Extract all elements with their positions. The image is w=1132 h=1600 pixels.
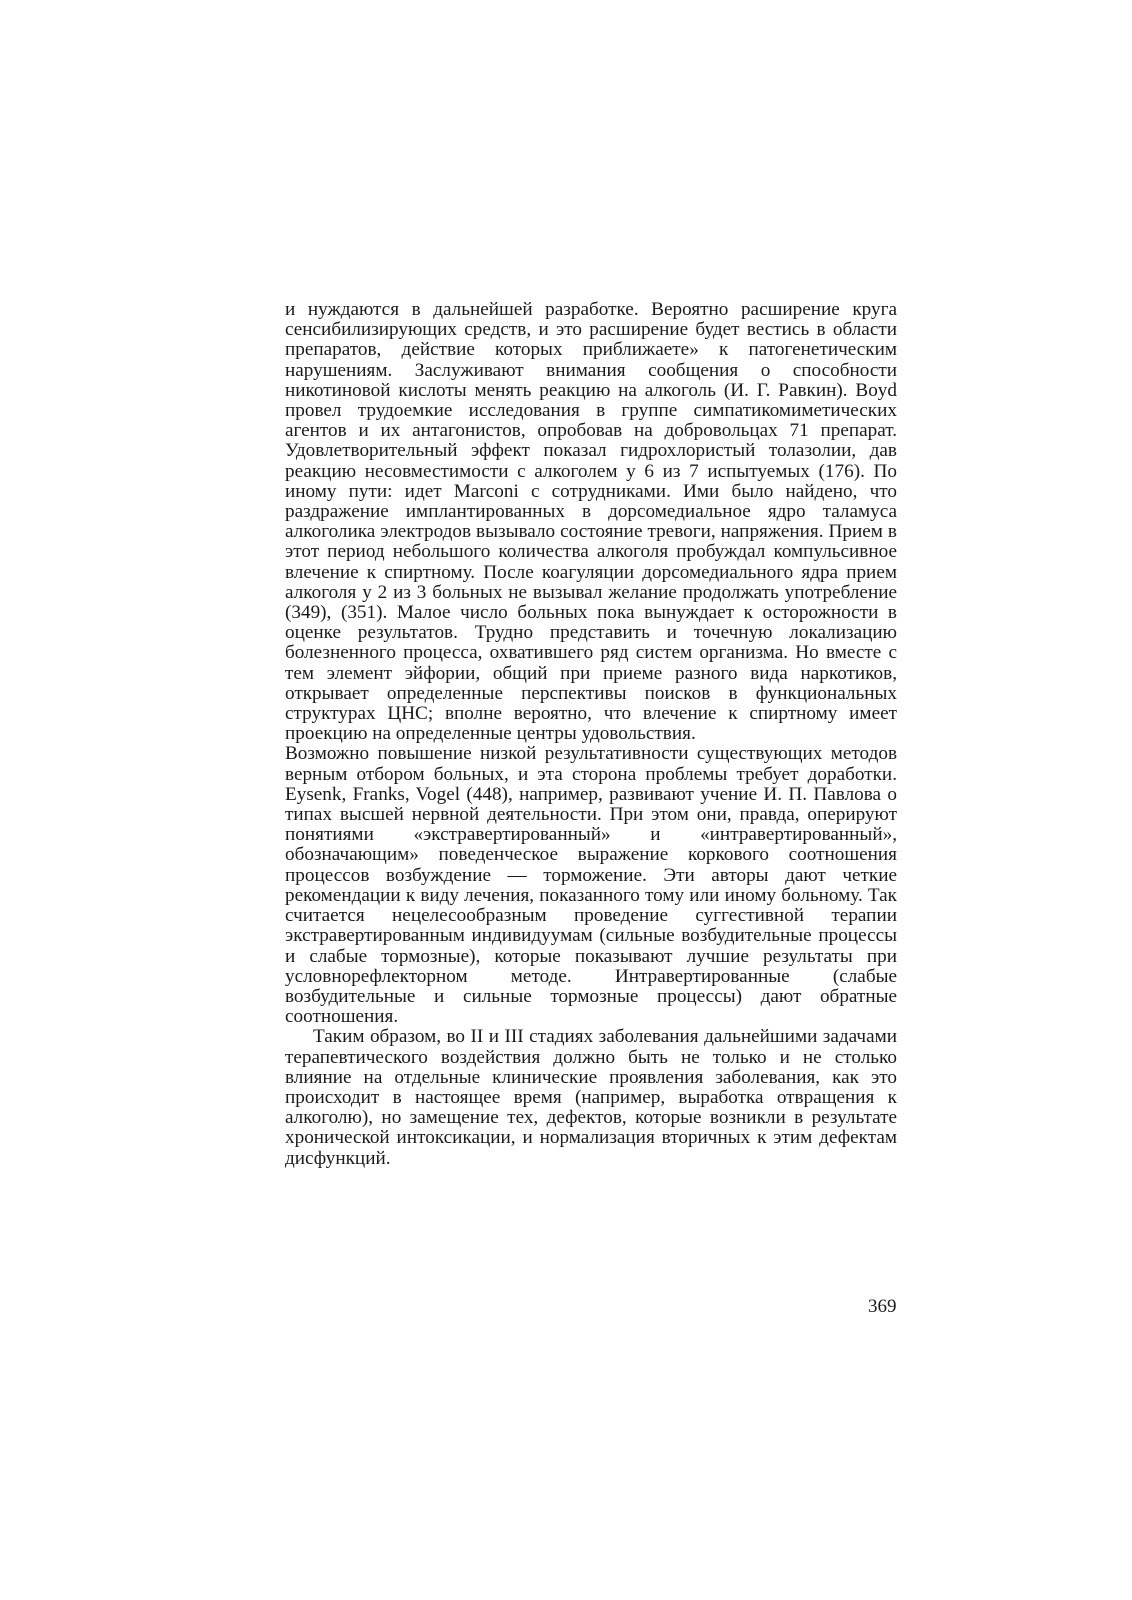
page-number: 369: [868, 1296, 897, 1317]
paragraph-1: и нуждаются в дальнейшей разработке. Вероятно расширение круга сенсибилизирующих средств, и это расширение будет вестись в области препаратов, действие которых приближаете» к патогенетическим нарушениям. Заслуживают внимания сообщения о способности никотиновой кислоты менять реакцию на алкоголь (И. Г. Равкин). Boyd провел трудоемкие исследования в группе симпатикомиметических агентов и их антагонистов, опробовав на добровольцах 71 препарат. Удовлетворительный эффект показал гидрохлористый толазолии, дав реакцию несовместимости с алкоголем у 6 из 7 испытуемых (176). По иному пути: идет Marconi с сотрудниками. Ими было найдено, что раздражение имплантированных в дорсомедиальное ядро таламуса алкоголика электродов вызывало состояние тревоги, напряжения. Прием в этот период небольшого количества алкоголя пробуждал компульсивное влечение к спиртному. После коагуляции дорсомедиального ядра прием алкоголя у 2 из 3 больных не вызывал желание продолжать употребление (349), (351). Малое число больных пока вынуждает к осторожности в оценке результатов. Трудно представить и точечную локализацию болезненного процесса, охватившего ряд систем организма. Но вместе с тем элемент эйфории, общий при приеме разного вида наркотиков, открывает определенные перспективы поисков в функциональных структурах ЦНС; вполне вероятно, что влечение к спиртному имеет проекцию на определенные центры удовольствия.: [285, 299, 897, 745]
body-text: [285, 300, 897, 1169]
paragraph-2: Возможно повышение низкой результативности существующих методов верным отбором больных, и эта сторона проблемы требует доработки. Eysenk, Franks, Vogel (448), например, развивают учение И. П. Павлова о типах высшей нервной деятельности. При этом они, правда, оперируют понятиями «экстравертированный» и «интравертированный», обозначающим» поведенческое выражение коркового соотношения процессов возбуждение — торможение. Эти авторы дают четкие рекомендации к виду лечения, показанного тому или иному больному. Так считается нецелесообразным проведение суггестивной терапии экстравертированным индивидуумам (сильные возбудительные процессы и слабые тормозные), которые показывают лучшие результаты при условнорефлекторном методе. Интравертированные (слабые возбудительные и сильные тормозные процессы) дают обратные соотношения.: [285, 743, 897, 1028]
paragraph-3: Таким образом, во II и III стадиях заболевания дальнейшими задачами терапевтического воздействия должно быть не только и не столько влияние на отдельные клинические проявления заболевания, как это происходит в настоящее время (например, выработка отвращения к алкоголю), но замещение тех, дефектов, которые возникли в результате хронической интоксикации, и нормализация вторичных к этим дефектам дисфункций.: [285, 1026, 897, 1169]
